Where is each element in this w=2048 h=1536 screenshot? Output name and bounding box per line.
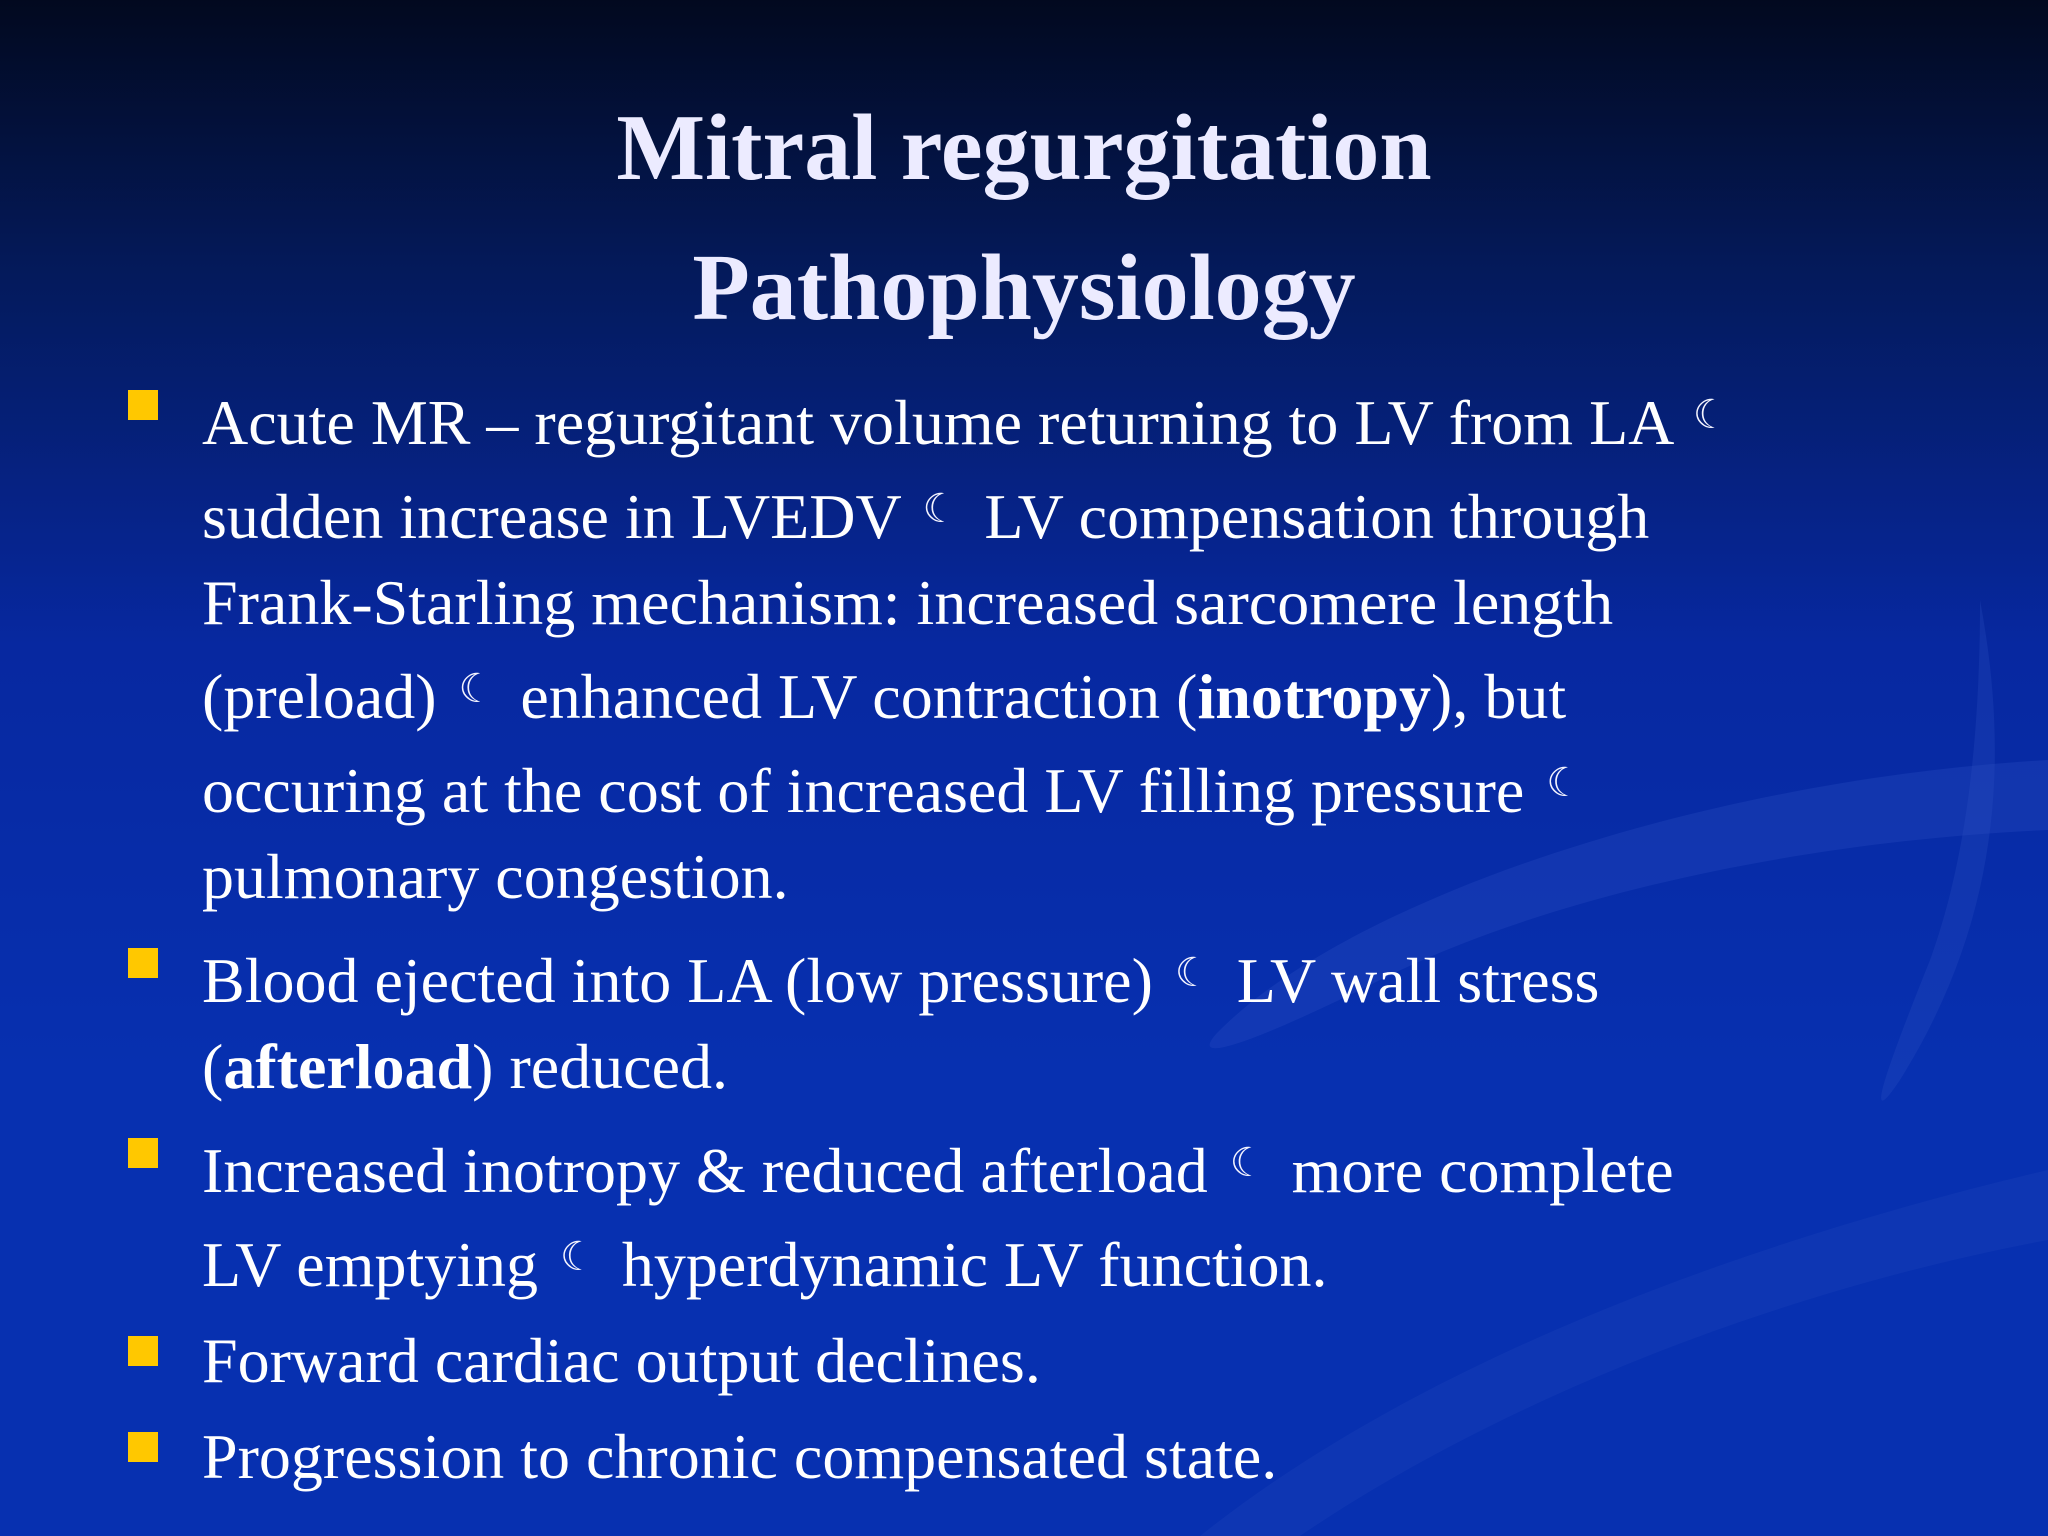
bullet-increased-inotropy <box>0 1120 1746 1308</box>
bullet-text: more complete LV emptying <box>202 1135 1674 1300</box>
bullet-text: sudden increase in LVEDV <box>202 481 917 552</box>
leads-to-arrow-icon: ☾ <box>560 1234 596 1279</box>
bullet-text: pulmonary congestion. <box>202 841 789 912</box>
leads-to-arrow-icon: ☾ <box>1692 392 1729 437</box>
slide-title <box>0 78 2048 358</box>
bullet-text: ), but occuring at the cost of increased LV filling pressure <box>202 661 1567 826</box>
bullet-list <box>0 372 2048 1510</box>
bullet-text: Forward cardiac output declines. <box>202 1325 1041 1396</box>
bullet-text: Blood ejected into LA (low pressure) <box>202 945 1169 1016</box>
leads-to-arrow-icon: ☾ <box>1229 1140 1266 1185</box>
bullet-text: enhanced LV contraction ( <box>504 661 1198 732</box>
bullet-text: LV compensation through Frank-Starling mechanism: increased sarcomere length (preload) <box>202 481 1650 732</box>
bullet-square-icon <box>128 1138 158 1168</box>
leads-to-arrow-icon: ☾ <box>1546 760 1583 805</box>
bullet-acute-mr <box>0 372 1746 920</box>
bullet-text: ) reduced. <box>472 1031 728 1102</box>
bullet-square-icon <box>128 948 158 978</box>
bullet-square-icon <box>128 1336 158 1366</box>
bullet-text: Acute MR – regurgitant volume returning to LV from LA <box>202 387 1687 458</box>
bullet-text: LV wall stress ( <box>202 945 1600 1102</box>
title-line-2: Pathophysiology <box>692 236 1356 340</box>
bullet-forward-output <box>0 1318 1746 1404</box>
bold-term-inotropy: inotropy <box>1197 661 1432 732</box>
leads-to-arrow-icon: ☾ <box>922 486 959 531</box>
bullet-blood-ejected <box>0 930 1746 1110</box>
leads-to-arrow-icon: ☾ <box>458 666 495 711</box>
bullet-text: Progression to chronic compensated state. <box>202 1421 1278 1492</box>
bullet-square-icon <box>128 390 158 420</box>
bullet-progression <box>0 1414 1746 1500</box>
bullet-text: Increased inotropy & reduced afterload <box>202 1135 1224 1206</box>
leads-to-arrow-icon: ☾ <box>1174 950 1211 995</box>
bold-term-afterload: afterload <box>223 1031 473 1102</box>
bullet-text: hyperdynamic LV function. <box>605 1229 1328 1300</box>
bullet-square-icon <box>128 1432 158 1462</box>
title-line-1: Mitral regurgitation <box>616 96 1432 200</box>
